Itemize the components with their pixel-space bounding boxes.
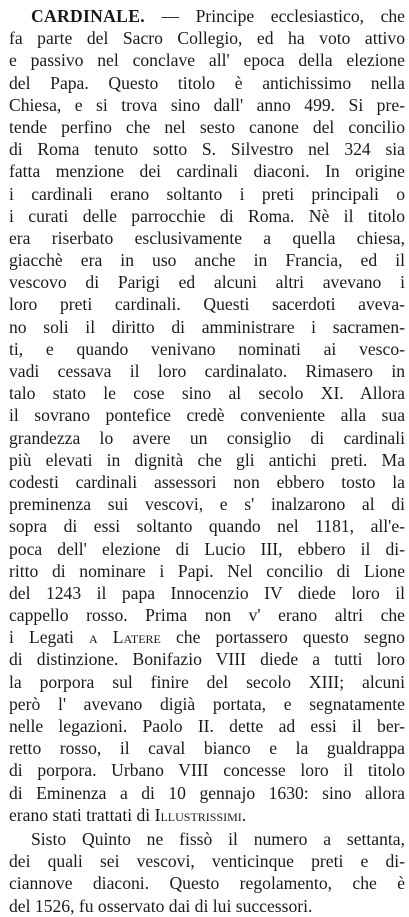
text-span: che portassero questo segno: [160, 627, 405, 648]
text-line: preminenza sui vescovi, e s' inalzarono al di: [9, 494, 405, 515]
text-line: la porpora sul finire del secolo XIII; alcuni: [9, 671, 405, 692]
text-line: però l' avevano digià portata, e segnatamente: [9, 693, 405, 714]
text-line: no soli il diritto di amministrare i sacramen-: [9, 316, 405, 337]
text-line: sopra di essi soltanto quando nel 1181, all'e-: [9, 516, 405, 537]
text-line: e passivo nel conclave all' epoca della elezione: [9, 50, 405, 71]
text-line: loro preti cardinali. Questi sacerdoti aveva-: [9, 294, 405, 315]
text-line: del 1243 il papa Innocenzio IV diede loro il: [9, 582, 405, 603]
text-line: era riserbato esclusivamente a quella chiesa,: [9, 227, 405, 248]
text-line: poca dell' elezione di Lucio III, ebbero il di-: [9, 538, 405, 559]
text-line: più elevati in dignità che gli antichi preti. Ma: [9, 449, 405, 470]
text-line: di Roma tenuto sotto S. Silvestro nel 324 sia: [9, 139, 405, 160]
text-line: codesti cardinali assessori non ebbero tosto la: [9, 471, 405, 492]
text-line: grandezza lo avere un consiglio di cardinali: [9, 427, 405, 448]
smallcaps-term: Illustrissimi.: [154, 804, 247, 825]
text-line: talo stato le cose sino al secolo XI. Allora: [9, 383, 405, 404]
text-line: ritto di nominare i Papi. Nel concilio di Lione: [9, 560, 405, 581]
text-span: i Legati: [9, 627, 90, 648]
text-line: cappello rosso. Prima non v' erano altri che: [9, 605, 405, 626]
text-span: — Principe ecclesiastico, che: [161, 6, 405, 26]
entry-cardinale: [9, 5, 405, 917]
text-line: dei quali sei vescovi, venticinque preti e di-: [9, 851, 405, 872]
text-line: i cardinali erano soltanto i preti principali o: [9, 183, 405, 204]
text-line: ti, e quando venivano nominati ai vesco-: [9, 338, 405, 359]
text-line: [9, 626, 405, 648]
text-line: nelle legazioni. Paolo II. dette ad essi il ber-: [9, 716, 405, 736]
headword: CARDINALE.: [31, 6, 145, 26]
text-line: del Papa. Questo titolo è antichissimo nella: [9, 72, 405, 93]
text-line: i curati delle parrocchie di Roma. Nè il titolo: [9, 205, 405, 226]
text-line: ciannove diaconi. Questo regolamento, che è: [9, 873, 405, 894]
text-line: del 1526, fu osservato dai di lui successori.: [9, 895, 313, 916]
text-line: vescovo di Parigi ed alcuni altri avevano i: [9, 272, 405, 293]
text-line: [9, 804, 405, 826]
text-line: retto rosso, il caval bianco e la gualdrappa: [9, 738, 405, 759]
text-line: giacchè era in uso anche in Francia, ed il: [9, 250, 405, 271]
text-line: di porpora. Urbano VIII concesse loro il titolo: [9, 760, 405, 781]
text-line: fatta menzione dei cardinali diaconi. In origine: [9, 161, 405, 182]
text-line: il sovrano pontefice credè conveniente alla sua: [9, 405, 405, 426]
text-line: di Eminenza a di 10 gennajo 1630: sino allora: [9, 782, 405, 803]
text-line: [9, 5, 405, 27]
text-line: di distinzione. Bonifazio VIII diede a tutti loro: [9, 649, 405, 670]
text-line: Chiesa, e si trova sino dall' anno 499. Si pre-: [9, 94, 405, 115]
text-line: vadi cessava il loro cardinalato. Rimasero in: [9, 361, 405, 381]
smallcaps-term: a Latere: [89, 627, 161, 648]
text-line: fa parte del Sacro Collegio, ed ha voto attivo: [9, 28, 405, 49]
text-span: erano stati trattati di: [9, 804, 155, 825]
text-line: tende perfino che nel sesto canone del concilio: [9, 116, 405, 137]
text-line: Sisto Quinto ne fissò il numero a settanta,: [31, 828, 405, 849]
